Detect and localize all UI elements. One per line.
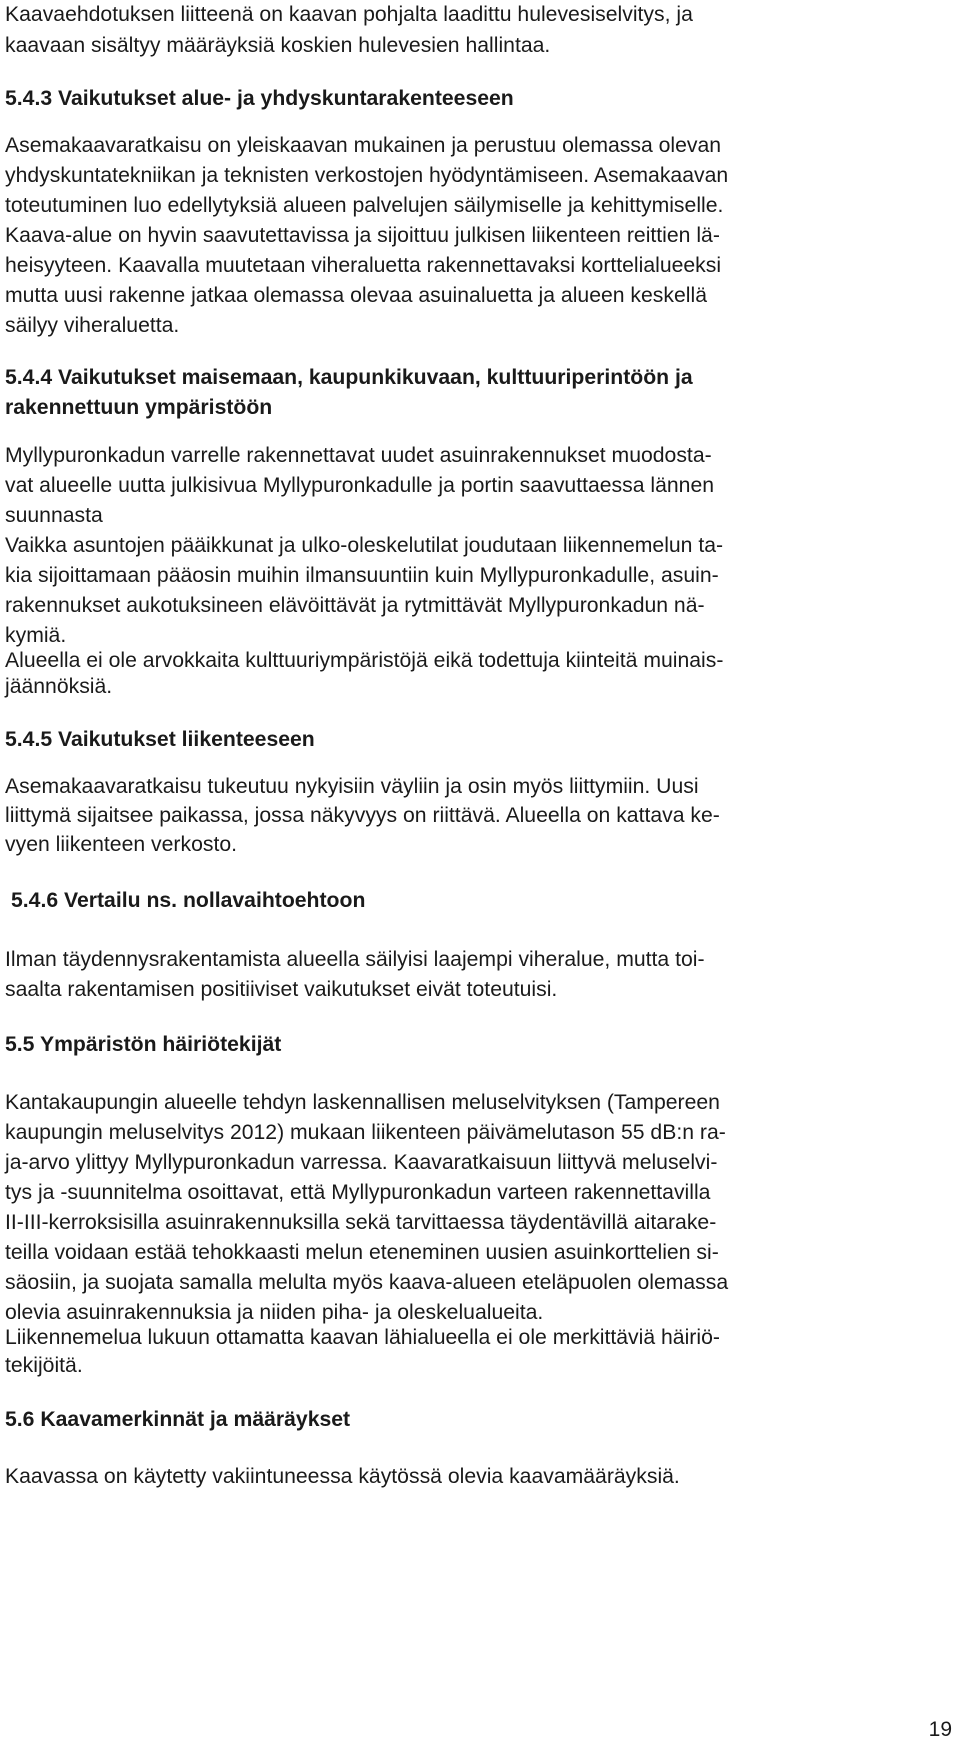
s55-line-1: Kantakaupungin alueelle tehdyn laskennallisen meluselvityksen (Tampereen [5, 1091, 720, 1114]
s546-line-1: Ilman täydennysrakentamista alueella säilyisi laajempi viheralue, mutta toi- [5, 948, 705, 971]
s544-line-9: jäännöksiä. [5, 675, 113, 698]
s543-line-2: yhdyskuntatekniikan ja teknisten verkostojen hyödyntämiseen. Asemakaavan [5, 164, 729, 187]
s544-line-6: rakennukset aukotuksineen elävöittävät ja rytmittävät Myllypuronkadun nä- [5, 594, 705, 617]
s55-line-5: II-III-kerroksisilla asuinrakennuksilla sekä tarvittaessa täydentävillä aitarake- [5, 1211, 717, 1234]
s544-line-5: kia sijoittamaan pääosin muihin ilmansuuntiin kuin Myllypuronkadulle, asuin- [5, 564, 719, 587]
s543-line-5: heisyyteen. Kaavalla muutetaan viheraluetta rakennettavaksi korttelialueeksi [5, 254, 722, 277]
s544-line-7: kymiä. [5, 624, 67, 647]
s55-line-3: ja-arvo ylittyy Myllypuronkadun varressa. Kaavaratkaisuun liittyvä meluselvi- [5, 1151, 718, 1174]
s55-line-6: teilla voidaan estää tehokkaasti melun eteneminen uusien asuinkorttelien si- [5, 1241, 719, 1264]
s544-line-4: Vaikka asuntojen pääikkunat ja ulko-oleskelutilat joudutaan liikennemelun ta- [5, 534, 724, 557]
heading-5-4-3: 5.4.3 Vaikutukset alue- ja yhdyskuntarakenteeseen [5, 87, 514, 110]
s545-line-2: liittymä sijaitsee paikassa, jossa näkyvyys on riittävä. Alueella on kattava ke- [5, 804, 720, 827]
s544-line-2: vat alueelle uutta julkisivua Myllypuronkadulle ja portin saavuttaessa lännen [5, 474, 715, 497]
s545-line-1: Asemakaavaratkaisu tukeutuu nykyisiin väyliin ja osin myös liittymiin. Uusi [5, 775, 699, 798]
s55-line-9: Liikennemelua lukuun ottamatta kaavan lähialueella ei ole merkittäviä häiriö- [5, 1326, 720, 1349]
s544-line-1: Myllypuronkadun varrelle rakennettavat uudet asuinrakennukset muodosta- [5, 444, 712, 467]
s545-line-3: vyen liikenteen verkosto. [5, 833, 238, 856]
s544-line-3: suunnasta [5, 504, 103, 527]
s56-line-1: Kaavassa on käytetty vakiintuneessa käytössä olevia kaavamääräyksiä. [5, 1465, 680, 1488]
s55-line-4: tys ja -suunnitelma osoittavat, että Myllypuronkadun varteen rakennettavilla [5, 1181, 711, 1204]
heading-5-5: 5.5 Ympäristön häiriötekijät [5, 1033, 282, 1056]
s55-line-8: olevia asuinrakennuksia ja niiden piha- ja oleskelualueita. [5, 1301, 544, 1324]
s543-line-7: säilyy viheraluetta. [5, 314, 180, 337]
s544-line-8: Alueella ei ole arvokkaita kulttuuriympäristöjä eikä todettuja kiinteitä muinais- [5, 649, 724, 672]
s546-line-2: saalta rakentamisen positiiviset vaikutukset eivät toteutuisi. [5, 978, 558, 1001]
heading-5-4-4-line-1: 5.4.4 Vaikutukset maisemaan, kaupunkikuvaan, kulttuuriperintöön ja [5, 366, 693, 389]
heading-5-6: 5.6 Kaavamerkinnät ja määräykset [5, 1408, 351, 1431]
heading-5-4-4-line-2: rakennettuun ympäristöön [5, 396, 273, 419]
s543-line-3: toteutuminen luo edellytyksiä alueen palvelujen säilymiselle ja kehittymiselle. [5, 194, 724, 217]
page-number: 19 [928, 1718, 952, 1741]
intro-line-1: Kaavaehdotuksen liitteenä on kaavan pohjalta laadittu hulevesiselvitys, ja [5, 3, 693, 26]
s543-line-1: Asemakaavaratkaisu on yleiskaavan mukainen ja perustuu olemassa olevan [5, 134, 722, 157]
heading-5-4-5: 5.4.5 Vaikutukset liikenteeseen [5, 728, 315, 751]
s55-line-2: kaupungin meluselvitys 2012) mukaan liikenteen päivämelutason 55 dB:n ra- [5, 1121, 726, 1144]
intro-line-2: kaavaan sisältyy määräyksiä koskien hulevesien hallintaa. [5, 34, 551, 57]
heading-5-4-6: 5.4.6 Vertailu ns. nollavaihtoehtoon [11, 889, 366, 912]
s55-line-7: säosiin, ja suojata samalla melulta myös kaava-alueen eteläpuolen olemassa [5, 1271, 729, 1294]
s543-line-6: mutta uusi rakenne jatkaa olemassa olevaa asuinaluetta ja alueen keskellä [5, 284, 707, 307]
s55-line-10: tekijöitä. [5, 1354, 83, 1377]
s543-line-4: Kaava-alue on hyvin saavutettavissa ja sijoittuu julkisen liikenteen reittien lä- [5, 224, 720, 247]
